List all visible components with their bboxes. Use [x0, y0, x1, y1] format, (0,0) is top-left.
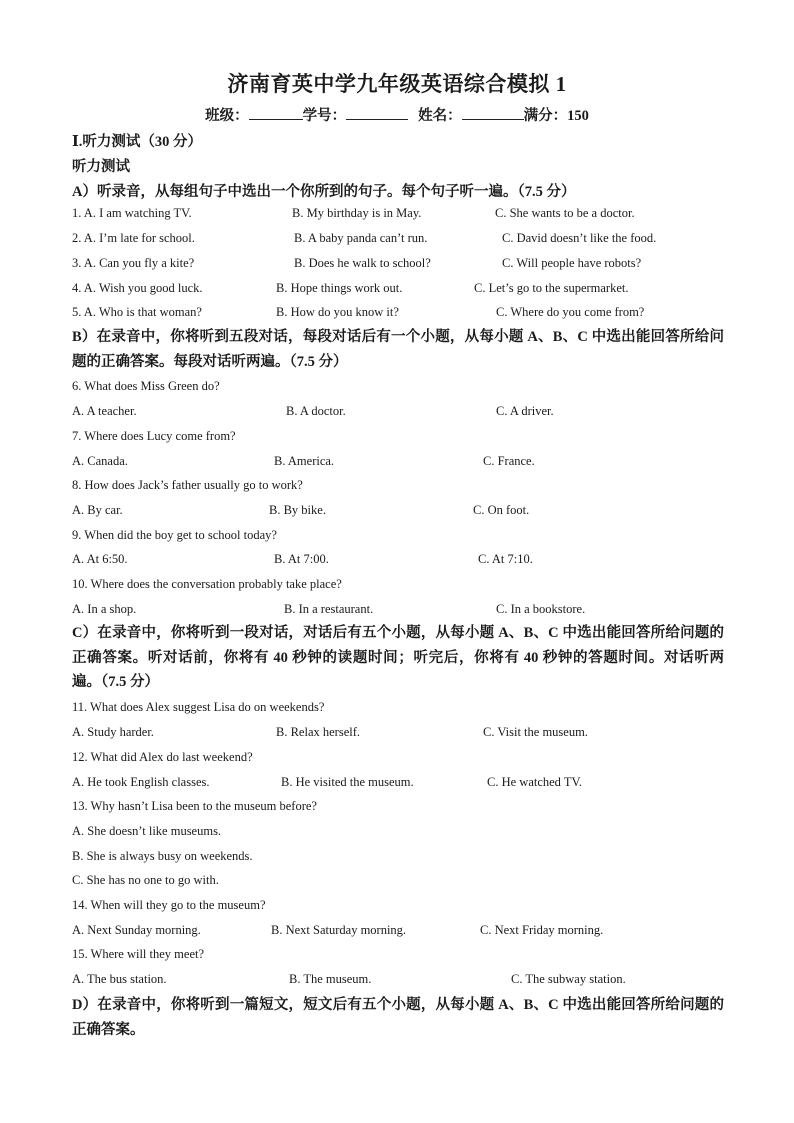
option-a: A. A teacher.: [72, 404, 137, 418]
answer-row: [72, 923, 724, 943]
option-b: B. He visited the museum.: [281, 775, 414, 789]
option-b: B. At 7:00.: [274, 552, 329, 566]
option-c: C. He watched TV.: [487, 775, 583, 789]
option-a: 5. A. Who is that woman?: [72, 305, 202, 319]
option-b: B. A doctor.: [286, 404, 346, 418]
class-label: 班级：: [205, 108, 249, 124]
answer-row: [72, 503, 724, 523]
option-c: C. In a bookstore.: [496, 602, 586, 616]
option-b: B. My birthday is in May.: [292, 206, 422, 220]
option-b: B. How do you know it?: [276, 305, 399, 319]
section-heading: Ⅰ.听力测试（30 分）: [72, 134, 203, 150]
option-a: 2. A. I’m late for school.: [72, 231, 195, 245]
option-c: C. Where do you come from?: [496, 305, 645, 319]
option-b: B. Next Saturday morning.: [271, 923, 407, 937]
option-a: A. By car.: [72, 503, 123, 517]
option-b: B. She is always busy on weekends.: [72, 849, 253, 863]
option-b: B. Relax herself.: [276, 725, 361, 739]
option-a: 3. A. Can you fly a kite?: [72, 256, 195, 270]
option-c: C. On foot.: [473, 503, 530, 517]
option-c: C. She wants to be a doctor.: [495, 206, 635, 220]
option-a: A. Canada.: [72, 454, 128, 468]
answer-row: [72, 404, 724, 424]
question-row: [72, 281, 724, 301]
name-label: 姓名：: [418, 108, 462, 124]
option-b: B. Does he walk to school?: [294, 256, 431, 270]
part-b-instruction: B）在录音中，你将听到五段对话，每段对话后有一个小题，从每小题 A、B、C 中选出能回答所给问题的正确答案。每段对话听两遍。（7.5 分）: [72, 329, 724, 370]
option-b: B. The museum.: [289, 972, 372, 986]
answer-row: [72, 972, 724, 992]
option-a: A. She doesn’t like museums.: [72, 824, 222, 838]
option-a: A. In a shop.: [72, 602, 137, 616]
question-row: [72, 206, 724, 226]
question-stem: 13. Why hasn’t Lisa been to the museum before?: [72, 799, 317, 813]
option-c: C. David doesn’t like the food.: [502, 231, 657, 245]
number-label: 学号：: [302, 108, 347, 124]
question-row: [72, 231, 724, 251]
option-a: A. Next Sunday morning.: [72, 923, 201, 937]
part-a-instruction: A）听录音，从每组句子中选出一个你所到的句子。每个句子听一遍。（7.5 分）: [72, 184, 576, 200]
option-a: A. The bus station.: [72, 972, 167, 986]
question-row: [72, 305, 724, 325]
question-stem: 12. What did Alex do last weekend?: [72, 750, 253, 764]
answer-row: [72, 454, 724, 474]
question-stem: 14. When will they go to the museum?: [72, 898, 266, 912]
question-row: [72, 256, 724, 276]
name-blank[interactable]: [462, 105, 524, 120]
class-blank[interactable]: [249, 105, 303, 120]
option-c: C. The subway station.: [511, 972, 626, 986]
option-a: 1. A. I am watching TV.: [72, 206, 192, 220]
option-a: A. He took English classes.: [72, 775, 210, 789]
answer-row: [72, 725, 724, 745]
question-stem: 8. How does Jack’s father usually go to work?: [72, 478, 303, 492]
answer-row: [72, 552, 724, 572]
option-b: B. In a restaurant.: [284, 602, 374, 616]
question-stem: 7. Where does Lucy come from?: [72, 429, 236, 443]
option-c: C. France.: [483, 454, 535, 468]
option-b: B. Hope things work out.: [276, 281, 403, 295]
option-a: 4. A. Wish you good luck.: [72, 281, 203, 295]
question-stem: 15. Where will they meet?: [72, 947, 205, 961]
answer-row: [72, 775, 724, 795]
number-blank[interactable]: [346, 105, 408, 120]
answer-row: [72, 602, 724, 622]
section-subheading: 听力测试: [72, 159, 130, 175]
part-d-instruction: D）在录音中，你将听到一篇短文，短文后有五个小题，从每小题 A、B、C 中选出能回答所给问题的正确答案。: [72, 997, 724, 1038]
option-c: C. Visit the museum.: [483, 725, 588, 739]
score-label: 满分：150: [523, 108, 589, 124]
option-a: A. At 6:50.: [72, 552, 128, 566]
option-c: C. At 7:10.: [478, 552, 533, 566]
question-stem: 9. When did the boy get to school today?: [72, 528, 277, 542]
option-b: B. America.: [274, 454, 335, 468]
option-b: B. By bike.: [269, 503, 326, 517]
option-c: C. She has no one to go with.: [72, 873, 219, 887]
option-c: C. Next Friday morning.: [480, 923, 604, 937]
option-c: C. Let’s go to the supermarket.: [474, 281, 629, 295]
part-c-instruction: C）在录音中，你将听到一段对话，对话后有五个小题，从每小题 A、B、C 中选出能回答所给问题的正确答案。听对话前，你将有 40 秒钟的读题时间；听完后，你将有 40 秒钟的答题时间。对话听两遍。（7.5 分）: [72, 625, 724, 690]
option-a: A. Study harder.: [72, 725, 154, 739]
question-stem: 10. Where does the conversation probably take place?: [72, 577, 342, 591]
student-info-line: [0, 104, 794, 125]
page-title: 济南育英中学九年级英语综合模拟 1: [227, 72, 567, 96]
option-b: B. A baby panda can’t run.: [294, 231, 428, 245]
option-c: C. A driver.: [496, 404, 554, 418]
question-stem: 6. What does Miss Green do?: [72, 379, 220, 393]
option-c: C. Will people have robots?: [502, 256, 642, 270]
question-stem: 11. What does Alex suggest Lisa do on weekends?: [72, 700, 325, 714]
